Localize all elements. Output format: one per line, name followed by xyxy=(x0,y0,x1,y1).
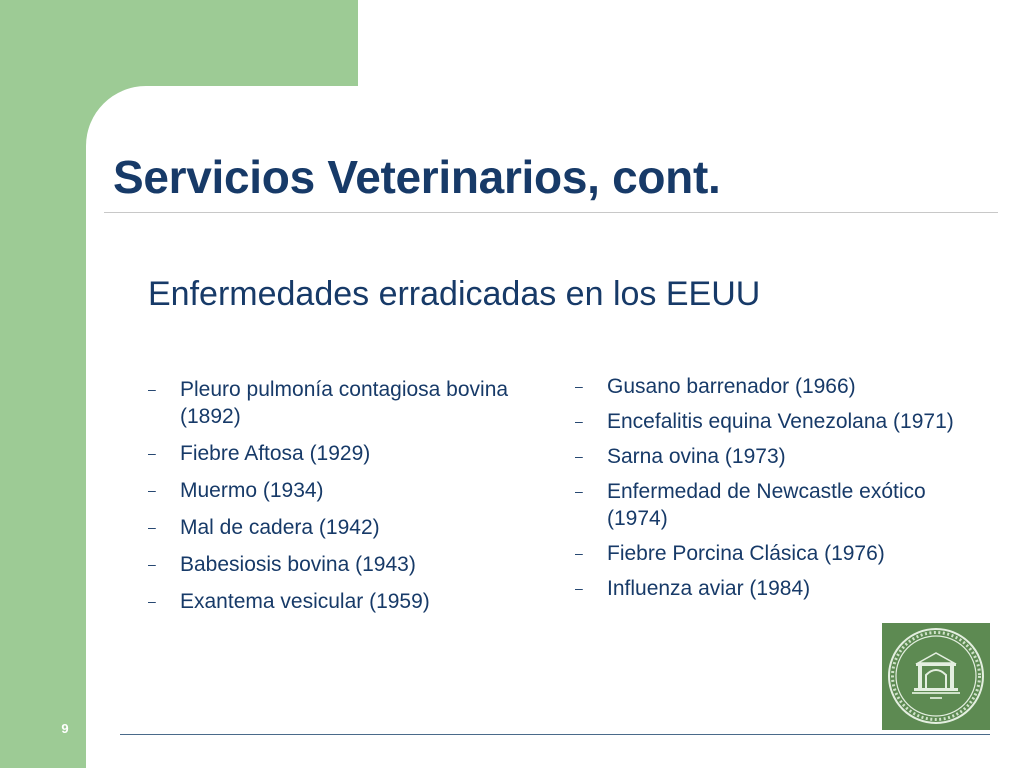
slide-title: Servicios Veterinarios, cont. xyxy=(113,151,721,203)
list-item xyxy=(575,478,975,532)
list-item-text: Influenza aviar (1984) xyxy=(607,577,811,600)
university-seal-icon xyxy=(882,623,990,730)
list-item xyxy=(575,443,975,470)
page-number: 9 xyxy=(61,721,69,736)
list-item xyxy=(148,588,528,615)
left-bullet-list xyxy=(148,376,528,625)
list-item xyxy=(575,575,975,602)
list-item-text: Fiebre Porcina Clásica (1976) xyxy=(607,542,885,565)
list-item-text: Exantema vesicular (1959) xyxy=(180,590,430,613)
list-item xyxy=(575,540,975,567)
dash-bullet-icon: – xyxy=(575,545,583,561)
seal-graphic xyxy=(882,623,990,730)
list-item xyxy=(148,514,528,541)
dash-bullet-icon: – xyxy=(148,593,156,609)
list-item-text: Encefalitis equina Venezolana (1971) xyxy=(607,410,954,433)
dash-bullet-icon: – xyxy=(575,413,583,429)
title-divider xyxy=(104,212,998,213)
list-item-text: Sarna ovina (1973) xyxy=(607,445,786,468)
slide-subtitle: Enfermedades erradicadas en los EEUU xyxy=(148,275,761,313)
footer-divider xyxy=(120,734,990,735)
list-item-text: Mal de cadera (1942) xyxy=(180,516,380,539)
list-item xyxy=(148,440,528,467)
dash-bullet-icon: – xyxy=(575,580,583,596)
list-item xyxy=(575,373,975,400)
list-item xyxy=(575,408,975,435)
dash-bullet-icon: – xyxy=(575,378,583,394)
right-bullet-list xyxy=(575,373,975,610)
list-item-text: Fiebre Aftosa (1929) xyxy=(180,442,371,465)
list-item-text: Gusano barrenador (1966) xyxy=(607,375,856,398)
list-item-text: Enfermedad de Newcastle exótico (1974) xyxy=(607,480,926,530)
dash-bullet-icon: – xyxy=(575,483,583,499)
list-item xyxy=(148,551,528,578)
dash-bullet-icon: – xyxy=(148,445,156,461)
dash-bullet-icon: – xyxy=(148,556,156,572)
list-item xyxy=(148,376,528,430)
list-item-text: Muermo (1934) xyxy=(180,479,324,502)
dash-bullet-icon: – xyxy=(148,482,156,498)
list-item-text: Babesiosis bovina (1943) xyxy=(180,553,416,576)
dash-bullet-icon: – xyxy=(148,519,156,535)
list-item xyxy=(148,477,528,504)
list-item-text: Pleuro pulmonía contagiosa bovina (1892) xyxy=(180,378,509,428)
dash-bullet-icon: – xyxy=(575,448,583,464)
top-white-area xyxy=(358,0,1024,86)
dash-bullet-icon: – xyxy=(148,381,156,397)
